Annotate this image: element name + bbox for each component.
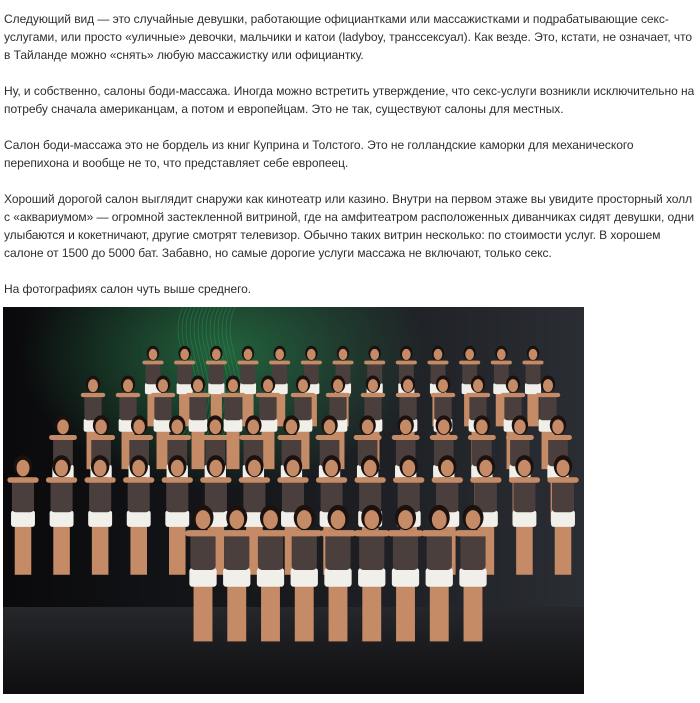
- article-body: [4, 10, 696, 298]
- paragraph-photo-caption: На фотографиях салон чуть выше среднего.: [4, 282, 252, 296]
- stage-floor: [3, 607, 584, 694]
- paragraph-not-brothel: Салон боди-массажа это не бордель из книг Куприна и Толстого. Это не голландские каморки для механического перепихона и вообще не то, что представляет себе европеец.: [4, 138, 634, 170]
- group-photo-illustration: [3, 307, 584, 694]
- paragraph-expensive-salon: Хороший дорогой салон выглядит снаружи как кинотеатр или казино. Внутри на первом этаже вы увидите просторный холл с «аквариумом» — огромной застекленной витриной, где на амфитеатром расположенных диванчиках сидят девушки, одни улыбаются и кокетничают, другие смотрят телевизор. Обычно таких витрин несколько: по стоимости услуг. В хорошем салоне от 1500 до 5000 бат. Забавно, но самые дорогие услуги массажа не включают, только секс.: [4, 192, 695, 260]
- paragraph-salons: Ну, и собственно, салоны боди-массажа. Иногда можно встретить утверждение, что секс-услуги возникли исключительно на потребу сначала американцам, а потом и европейцам. Это не так, существуют салоны для местных.: [4, 84, 695, 116]
- paragraph-intro: Следующий вид — это случайные девушки, работающие официантками или массажистками и подрабатывающие секс-услугами, или просто «уличные» девочки, мальчики и катои (ladyboy, транссексуал). Как везде. Это, кстати, не означает, что в Тайланде можно «снять» любую массажистку или официантку.: [4, 12, 693, 62]
- group-photo: [3, 307, 584, 694]
